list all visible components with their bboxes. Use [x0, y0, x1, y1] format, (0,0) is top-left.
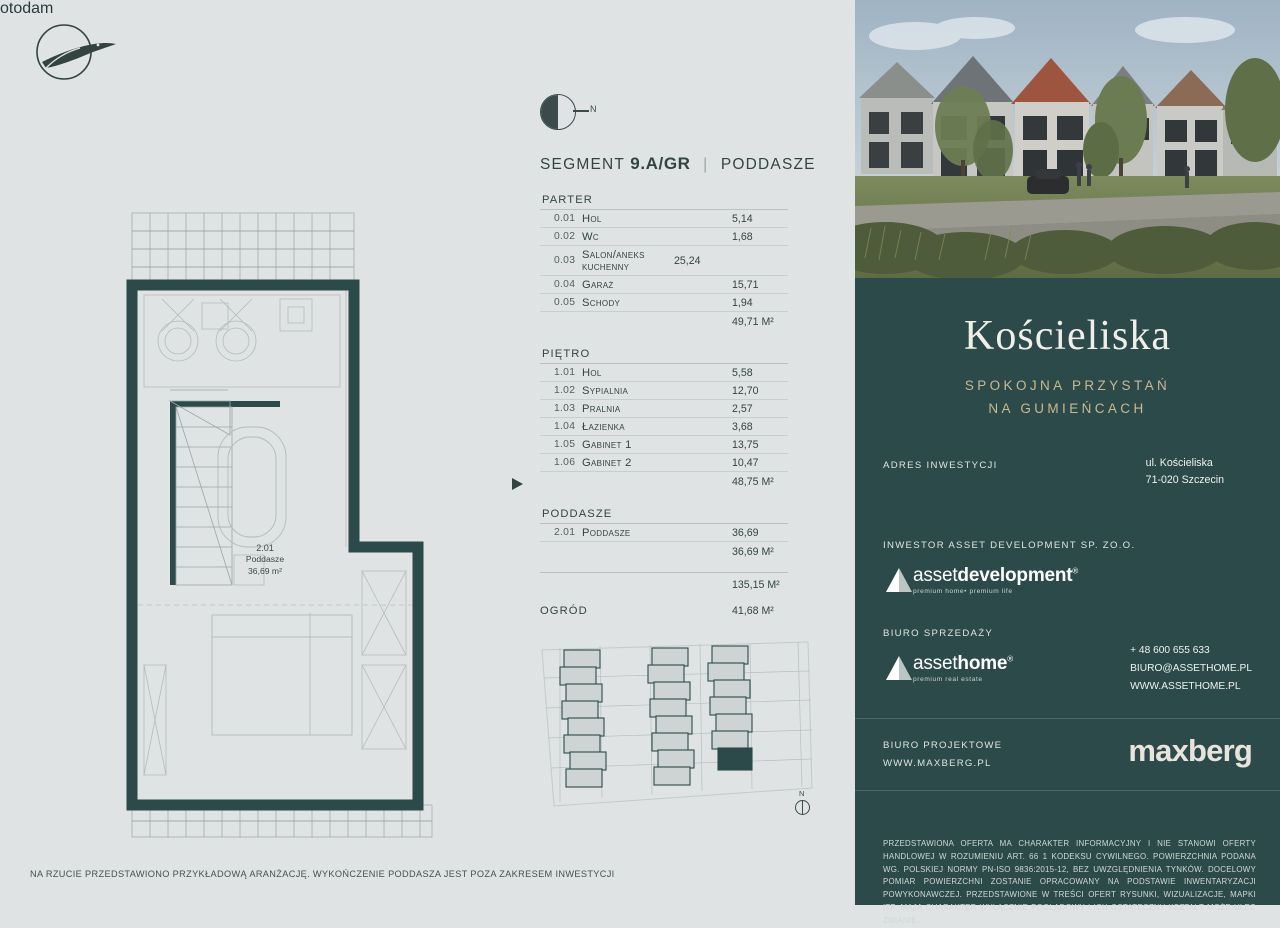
room-name: Sypialnia — [582, 384, 629, 397]
garden-label: OGRÓD — [540, 605, 588, 617]
room-name: Pralnia — [582, 402, 621, 415]
table-row — [540, 382, 788, 400]
design-office-label: BIURO PROJEKTOWE — [883, 740, 1003, 751]
key-plan-north-label: N — [799, 789, 805, 798]
table-row — [540, 210, 788, 228]
sales-logo-bold: home — [957, 653, 1008, 674]
room-name: Gabinet 2 — [582, 456, 632, 469]
garden-row — [540, 605, 788, 617]
table-row — [540, 436, 788, 454]
project-subtitle-1: SPOKOJNA PRZYSTAŃ — [964, 378, 1171, 393]
sales-office-label: BIURO SPRZEDAŻY — [883, 628, 994, 639]
room-area: 25,24 — [674, 254, 701, 267]
investor-label: INWESTOR ASSET DEVELOPMENT SP. ZO.O. — [883, 540, 1136, 551]
bird-logo-icon — [24, 20, 124, 86]
table-row — [540, 228, 788, 246]
group-sum-poddasze — [540, 542, 788, 560]
legal-disclaimer: PRZEDSTAWIONA OFERTA MA CHARAKTER INFORMACYJNY I NIE STANOWI OFERTY HANDLOWEJ W ROZUMIENIU ART. 66 1 KODEKSU CYWILNEGO. POWIERZCHNIA PODANA WG. POLSKIEJ NORMY PN-ISO 9836:2015-12, BEZ UWZGLĘDNIENIA TYNKÓW. DOCELOWY POMIAR POWIERZCHNI ZOSTANIE OPRACOWANY NA PODSTAWIE INWENTARYZACJI POWYKONAWCZEJ. PRZEDSTAWIONE W TREŚCI OFERT RYSUNKI, WIZUALIZACJE, MAPKI ITP. MAJĄ CHARAKTER WYŁĄCZNIE POGLĄDOWY I ICH OSTATECZNY KSZTAŁT MOŻE ULEC ZMIANIE. — [883, 839, 1256, 925]
room-label-poddasze — [200, 542, 330, 577]
address-section — [855, 455, 1280, 486]
segment-code: 9.A/GR — [630, 154, 691, 173]
table-row — [540, 294, 788, 312]
project-brand-block — [855, 278, 1280, 448]
group-sum-value: 48,75 M² — [732, 476, 774, 488]
room-area: 5,58 — [732, 366, 753, 379]
asset-development-logo — [883, 565, 1253, 595]
current-level-marker-icon — [512, 478, 523, 490]
triangle-mark-icon — [883, 565, 913, 595]
investor-section — [883, 540, 1253, 595]
sales-logo-main: asset — [913, 653, 958, 674]
project-subtitle-2: NA GUMIEŃCACH — [988, 401, 1147, 416]
segment-separator: | — [703, 156, 709, 173]
room-no: 1.04 — [554, 421, 576, 432]
room-name: Garaż — [582, 278, 614, 291]
table-row — [540, 454, 788, 472]
room-name: Gabinet 1 — [582, 438, 632, 451]
room-name: Hol — [582, 212, 602, 225]
table-row — [540, 276, 788, 294]
design-office-url[interactable]: WWW.MAXBERG.PL — [883, 758, 992, 769]
room-no: 1.03 — [554, 403, 576, 414]
address-label: ADRES INWESTYCJI — [883, 460, 998, 471]
info-panel — [855, 0, 1280, 925]
table-row — [540, 364, 788, 382]
sheet-footnote: NA RZUCIE PRZEDSTAWIONO PRZYKŁADOWĄ ARANŻACJĘ. WYKOŃCZENIE PODDASZA JEST POZA ZAKRESEM INWESTYCJI — [30, 869, 615, 879]
divider — [855, 790, 1280, 791]
room-no: 1.05 — [554, 439, 576, 450]
room-no: 0.05 — [554, 297, 576, 308]
room-area: 12,70 — [732, 384, 759, 397]
triangle-mark-icon — [883, 653, 913, 683]
investor-logo-bold: development — [957, 565, 1073, 586]
group-header-pietro: PIĘTRO — [540, 344, 788, 364]
group-sum-value: 36,69 M² — [732, 546, 774, 558]
address-line-2: 71-020 Szczecin — [1145, 473, 1224, 486]
area-table — [540, 190, 788, 617]
contact-website[interactable]: WWW.ASSETHOME.PL — [1130, 680, 1241, 692]
total-area-row — [540, 572, 788, 591]
room-area: 13,75 — [732, 438, 759, 451]
room-name: Hol — [582, 366, 602, 379]
group-header-parter: PARTER — [540, 190, 788, 210]
investor-logo-main: asset — [913, 565, 958, 586]
group-sum-value: 49,71 M² — [732, 316, 774, 328]
table-row — [540, 246, 788, 276]
room-no: 1.06 — [554, 457, 576, 468]
room-name: Schody — [582, 296, 621, 309]
table-row — [540, 418, 788, 436]
compass-icon — [540, 92, 600, 136]
room-area: 2,57 — [732, 402, 753, 415]
address-line-1: ul. Kościeliska — [1145, 457, 1213, 469]
key-plan-highlight — [718, 748, 752, 770]
room-label-id: 2.01 — [256, 543, 274, 553]
segment-title — [540, 154, 840, 174]
investor-logo-tagline: premium home• premium life — [913, 588, 1013, 595]
room-no: 1.01 — [554, 367, 576, 378]
room-area: 5,14 — [732, 212, 753, 225]
total-area-value: 135,15 M² — [732, 579, 780, 591]
project-title: Kościeliska — [964, 313, 1171, 359]
garden-area: 41,68 M² — [732, 605, 774, 617]
compass-north-label: N — [590, 104, 597, 114]
sales-logo-mark: ® — [1007, 654, 1013, 664]
hero-visualisation-image — [855, 0, 1280, 278]
divider — [855, 718, 1280, 719]
room-area: 1,68 — [732, 230, 753, 243]
contact-email[interactable]: BIURO@ASSETHOME.PL — [1130, 662, 1252, 674]
room-area: 3,68 — [732, 420, 753, 433]
contact-phone[interactable]: + 48 600 655 633 — [1130, 645, 1210, 656]
address-value — [1146, 455, 1224, 489]
room-no: 0.04 — [554, 279, 576, 290]
room-area: 1,94 — [732, 296, 753, 309]
room-area: 10,47 — [732, 456, 759, 469]
floor-plan-drawing — [110, 195, 450, 845]
sales-logo-tagline: premium real estate — [913, 676, 983, 683]
room-label-name: Poddasze — [245, 554, 285, 565]
group-sum-parter — [540, 312, 788, 330]
segment-prefix: SEGMENT — [540, 156, 625, 173]
room-area: 36,69 — [732, 526, 759, 539]
room-name: Poddasze — [582, 526, 631, 539]
sales-logo-text — [913, 653, 1013, 675]
room-no: 0.02 — [554, 231, 576, 242]
table-row — [540, 524, 788, 542]
key-plan-compass-icon — [792, 789, 814, 822]
room-no: 0.01 — [554, 213, 576, 224]
watermark-otodom: otodam — [0, 0, 54, 17]
room-no: 1.02 — [554, 385, 576, 396]
segment-level: PODDASZE — [720, 156, 816, 173]
contact-block — [1130, 642, 1252, 696]
room-name: Salon/aneks kuchenny — [582, 248, 645, 273]
room-no: 0.03 — [554, 255, 576, 266]
site-key-plan — [540, 638, 815, 810]
room-label-area: 36,69 m² — [248, 565, 282, 576]
room-name: Łazienka — [582, 420, 625, 433]
investor-logo-mark: ® — [1072, 566, 1079, 576]
investor-logo-text — [913, 565, 1078, 587]
maxberg-logo: maxberg — [1128, 733, 1252, 768]
room-area: 15,71 — [732, 278, 759, 291]
group-header-poddasze: PODDASZE — [540, 504, 788, 524]
room-no: 2.01 — [554, 527, 576, 538]
group-sum-pietro — [540, 472, 788, 490]
table-row — [540, 400, 788, 418]
room-name: Wc — [582, 230, 599, 243]
